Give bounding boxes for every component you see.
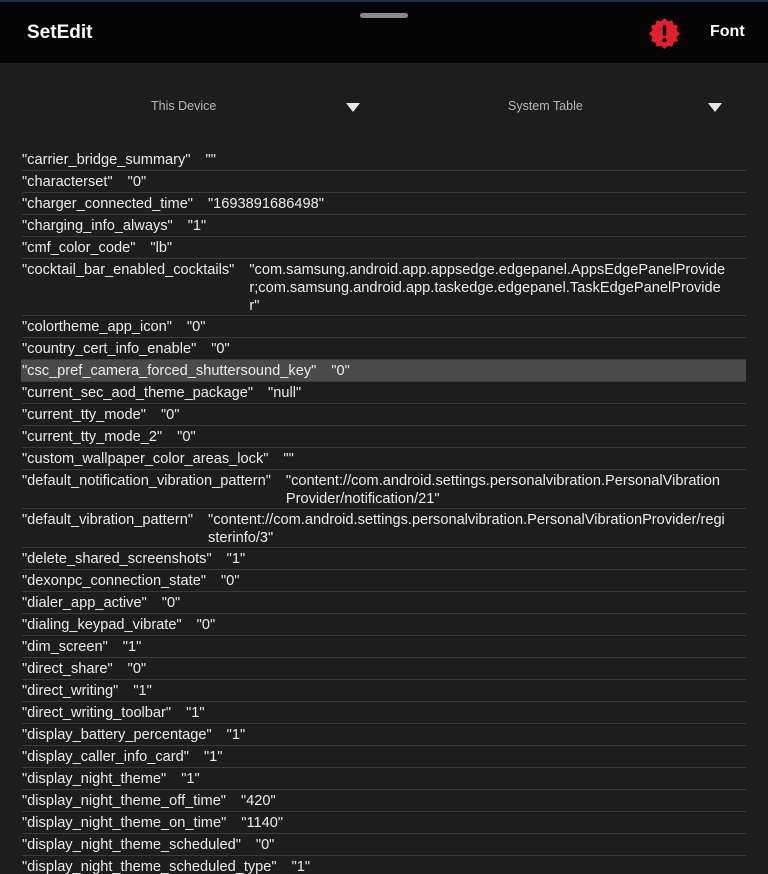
setting-row[interactable]: [22, 509, 746, 548]
setting-key: "dialer_app_active": [22, 595, 147, 611]
setting-key: "current_tty_mode_2": [22, 429, 163, 445]
setting-value: "0": [161, 595, 181, 611]
setting-key: "delete_shared_screenshots": [22, 551, 212, 567]
setting-row[interactable]: [22, 614, 746, 636]
setting-row[interactable]: [22, 658, 746, 680]
setting-key: "cmf_color_code": [22, 240, 136, 256]
setting-value: "1": [226, 551, 246, 567]
setting-key: "default_notification_vibration_pattern": [22, 473, 271, 489]
setting-row[interactable]: [22, 812, 746, 834]
setting-key: "default_vibration_pattern": [22, 512, 194, 528]
setting-row[interactable]: [22, 149, 746, 171]
table-dropdown[interactable]: [384, 99, 768, 119]
setting-key: "country_cert_info_enable": [22, 341, 197, 357]
setting-key: "display_night_theme_scheduled": [22, 837, 241, 853]
filter-bar: [0, 63, 768, 143]
setting-row[interactable]: [22, 856, 746, 874]
setting-key: "direct_share": [22, 661, 113, 677]
app-title: SetEdit: [27, 22, 93, 43]
setting-value: "content://com.android.settings.personalvibration.PersonalVibrationProvider/registerinfo/3": [208, 512, 725, 546]
setting-row[interactable]: [22, 171, 746, 193]
setting-row[interactable]: [22, 316, 746, 338]
setting-value: "1140": [241, 815, 284, 831]
setting-value: "0": [255, 837, 275, 853]
setting-key: "current_sec_aod_theme_package": [22, 385, 254, 401]
settings-list: [22, 149, 746, 874]
setting-key: "dim_screen": [22, 639, 108, 655]
setting-key: "display_night_theme_scheduled_type": [22, 859, 277, 874]
setting-key: "display_battery_percentage": [22, 727, 212, 743]
setting-row[interactable]: [22, 702, 746, 724]
font-button[interactable]: Font: [710, 23, 745, 40]
setting-value: "0": [221, 573, 240, 589]
setting-row[interactable]: [22, 636, 746, 658]
setting-row[interactable]: [22, 404, 746, 426]
setting-value: "lb": [150, 240, 173, 256]
setting-key: "charger_connected_time": [22, 196, 193, 212]
setting-row[interactable]: [21, 360, 746, 382]
setting-value: "1": [133, 683, 152, 699]
setting-key: "display_night_theme_on_time": [22, 815, 227, 831]
setting-row[interactable]: [22, 215, 746, 237]
setting-value: "0": [186, 319, 206, 335]
setting-key: "colortheme_app_icon": [22, 319, 172, 335]
setting-key: "dexonpc_connection_state": [22, 573, 206, 589]
setting-value: "0": [160, 407, 180, 423]
setting-value: "": [283, 451, 294, 467]
setting-row[interactable]: [22, 592, 746, 614]
device-dropdown[interactable]: [0, 99, 384, 119]
setting-row[interactable]: [22, 570, 746, 592]
setting-row[interactable]: [22, 768, 746, 790]
setting-value: "0": [127, 661, 147, 677]
alert-badge-icon[interactable]: [648, 17, 681, 50]
setting-key: "carrier_bridge_summary": [22, 152, 191, 168]
setting-row[interactable]: [22, 338, 746, 360]
setting-value: "1": [187, 218, 207, 234]
table-dropdown-label: System Table: [508, 99, 583, 113]
setting-row[interactable]: [22, 746, 746, 768]
setting-row[interactable]: [22, 548, 746, 570]
setting-key: "custom_wallpaper_color_areas_lock": [22, 451, 269, 467]
setting-value: "1": [181, 771, 200, 787]
caret-down-icon: [708, 103, 722, 112]
app-bar: [0, 0, 768, 63]
setting-value: "1": [226, 727, 246, 743]
setting-value: "content://com.android.settings.personalvibration.PersonalVibrationProvider/notification/21": [285, 473, 720, 507]
setting-value: "1": [203, 749, 223, 765]
setting-key: "direct_writing": [22, 683, 119, 699]
setting-row[interactable]: [22, 426, 746, 448]
setting-row[interactable]: [22, 193, 746, 215]
setting-value: "com.samsung.android.app.appsedge.edgepanel.AppsEdgePanelProvider;com.samsung.android.app.taskedge.edgepanel.TaskEdgePanelProvider": [249, 262, 726, 314]
setting-row[interactable]: [22, 237, 746, 259]
setting-row[interactable]: [22, 259, 746, 316]
setting-value: "1693891686498": [208, 196, 324, 212]
setting-row[interactable]: [22, 724, 746, 746]
setting-row[interactable]: [22, 834, 746, 856]
setting-value: "0": [196, 617, 216, 633]
setting-key: "direct_writing_toolbar": [22, 705, 172, 721]
setting-value: "0": [127, 174, 147, 190]
setting-key: "display_night_theme": [22, 771, 167, 787]
setting-value: "420": [241, 793, 276, 809]
setting-value: "1": [186, 705, 205, 721]
setting-value: "0": [177, 429, 196, 445]
setting-value: "0": [211, 341, 230, 357]
setting-key: "dialing_keypad_vibrate": [22, 617, 182, 633]
setting-row[interactable]: [22, 448, 746, 470]
setting-key: "current_tty_mode": [22, 407, 146, 423]
setting-key: "display_caller_info_card": [22, 749, 189, 765]
setting-key: "charging_info_always": [22, 218, 173, 234]
caret-down-icon: [346, 103, 360, 112]
setting-value: "1": [291, 859, 311, 874]
setting-value: "0": [331, 363, 350, 379]
setting-value: "null": [268, 385, 302, 401]
setting-row[interactable]: [22, 680, 746, 702]
drag-handle[interactable]: [360, 13, 408, 18]
setting-row[interactable]: [22, 790, 746, 812]
setting-key: "characterset": [22, 174, 113, 190]
setting-row[interactable]: [22, 470, 746, 509]
setting-value: "": [205, 152, 216, 168]
setting-value: "1": [122, 639, 142, 655]
device-dropdown-label: This Device: [151, 99, 217, 113]
setting-row[interactable]: [22, 382, 746, 404]
setting-key: "display_night_theme_off_time": [22, 793, 226, 809]
setting-key: "cocktail_bar_enabled_cocktails": [22, 262, 235, 278]
setting-key: "csc_pref_camera_forced_shuttersound_key": [22, 363, 317, 379]
